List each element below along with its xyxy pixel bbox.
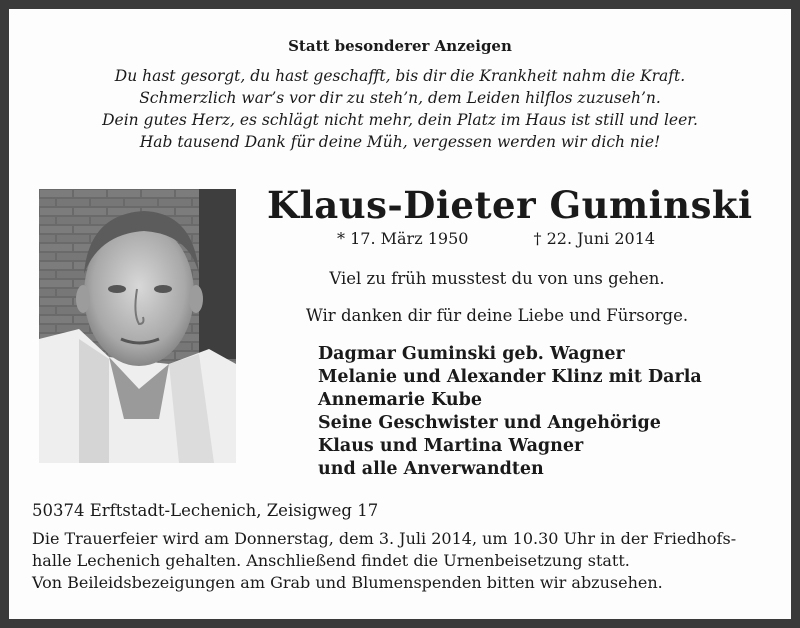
poem-line: Du hast gesorgt, du hast geschafft, bis dir die Krankheit nahm die Kraft. [114,67,686,85]
poem-line: Dein gutes Herz, es schlägt nicht mehr, dein Platz im Haus ist still und leer. [102,111,698,129]
birth-date: * 17. März 1950 [337,229,469,248]
details-line: halle Lechenich gehalten. Anschließend findet die Urnenbeisetzung statt. [32,551,630,570]
poem-line: Schmerzlich war’s vor dir zu steh’n, dem Leiden hilflos zuzuseh’n. [139,89,661,107]
mourner-name: und alle Anverwandten [318,459,544,479]
thanks-line: Wir danken dir für deine Liebe und Fürsorge. [305,306,689,325]
mourner-name: Annemarie Kube [318,390,483,410]
memorial-poem [9,65,791,153]
details-line: Die Trauerfeier wird am Donnerstag, dem 3. Juli 2014, um 10.30 Uhr in der Friedhofs- [32,529,737,548]
death-date: † 22. Juni 2014 [533,229,656,248]
farewell-line: Viel zu früh musstest du von uns gehen. [329,269,665,288]
details-line: Von Beileidsbezeigungen am Grab und Blumenspenden bitten wir abzusehen. [32,573,663,592]
mourners-list [318,343,702,481]
life-dates [337,229,655,248]
mourner-name: Seine Geschwister und Angehörige [318,413,661,433]
address-line: 50374 Erftstadt-Lechenich, Zeisigweg 17 [32,501,379,520]
deceased-name: Klaus-Dieter Guminski [267,183,753,227]
obituary-notice [9,9,791,619]
service-details [32,528,777,594]
mourner-name: Melanie und Alexander Klinz mit Darla [318,367,702,387]
mourner-name: Klaus und Martina Wagner [318,436,584,456]
notice-header: Statt besonderer Anzeigen [288,37,512,55]
poem-line: Hab tausend Dank für deine Müh, vergessen werden wir dich nie! [139,133,661,151]
mourner-name: Dagmar Guminski geb. Wagner [318,344,625,364]
portrait-photo [39,189,236,463]
